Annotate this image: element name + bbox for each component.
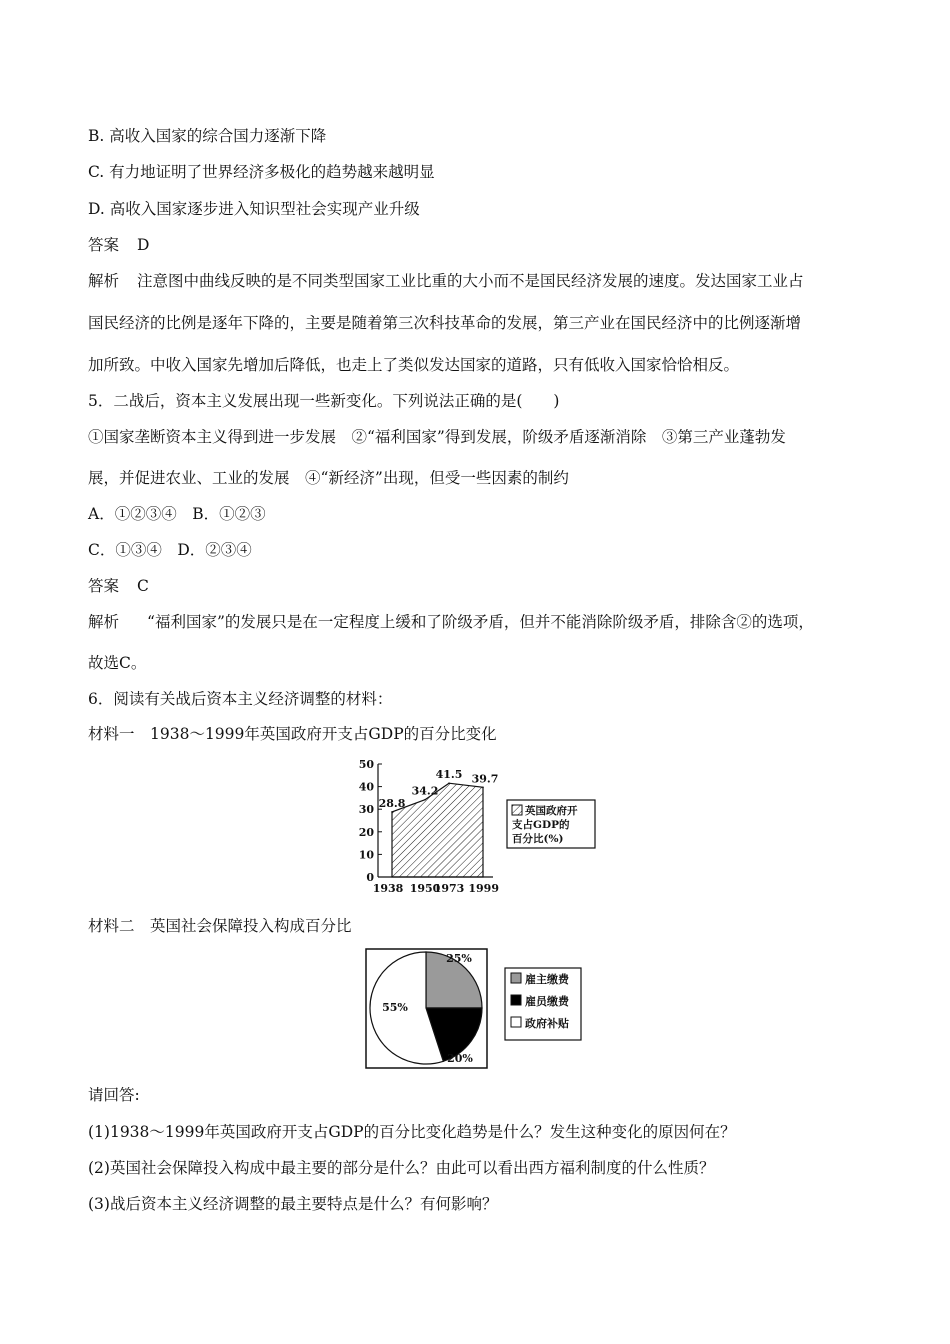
q6-sub-question-3: (3)战后资本主义经济调整的最主要特点是什么？有何影响？	[88, 1195, 498, 1213]
answer-label: 答案	[88, 236, 120, 254]
y-tick-label: 20	[358, 825, 374, 839]
q4-option-b: B. 高收入国家的综合国力逐渐下降	[88, 127, 327, 145]
slice-label: 20%	[447, 1052, 473, 1065]
q6-sub-question-1: (1)1938～1999年英国政府开支占GDP的百分比变化趋势是什么？发生这种变化的原因何在？	[88, 1123, 736, 1141]
q5-options-ab: A．①②③④ B．①②③	[88, 505, 266, 523]
data-point	[482, 786, 484, 788]
slice-label: 25%	[446, 952, 472, 965]
x-tick-label: 1950	[409, 882, 441, 895]
y-tick-label: 30	[358, 803, 374, 817]
x-tick-label: 1999	[468, 882, 499, 895]
material-2-title: 材料二 英国社会保障投入构成百分比	[88, 917, 352, 935]
q4-analysis-line-3: 加所致。中收入国家先增加后降低，也走上了类似发达国家的道路，只有低收入国家恰恰相反。	[88, 356, 740, 374]
q5-analysis-line-2: 故选C。	[88, 654, 147, 672]
data-label: 41.5	[435, 768, 463, 782]
legend-swatch	[511, 1017, 521, 1027]
slice-label: 55%	[382, 1001, 408, 1014]
q5-answer	[88, 576, 149, 596]
data-point	[424, 799, 426, 801]
analysis-label: 解析	[88, 613, 120, 631]
q4-analysis-line-1	[88, 271, 804, 291]
q4-option-d: D. 高收入国家逐步进入知识型社会实现产业升级	[88, 200, 420, 218]
legend-label: 百分比(%)	[512, 833, 564, 845]
q6-sub-question-2: (2)英国社会保障投入构成中最主要的部分是什么？由此可以看出西方福利制度的什么性质？	[88, 1159, 715, 1177]
q6-stem: 6．阅读有关战后资本主义经济调整的材料：	[88, 690, 393, 708]
material-1-title: 材料一 1938～1999年英国政府开支占GDP的百分比变化	[88, 725, 497, 743]
q5-analysis-line-1	[88, 612, 814, 632]
legend-swatch	[511, 995, 521, 1005]
q4-analysis-line-2: 国民经济的比例是逐年下降的，主要是随着第三次科技革命的发展，第三产业在国民经济中的比例逐渐增	[88, 314, 802, 332]
q5-stem: 5．二战后，资本主义发展出现一些新变化。下列说法正确的是( )	[88, 392, 560, 410]
q4-answer	[88, 235, 149, 255]
government-spending-area-chart	[340, 752, 610, 900]
data-point	[448, 782, 450, 784]
data-label: 34.2	[411, 784, 439, 798]
legend-label: 英国政府开	[525, 805, 578, 817]
answer-value: D	[137, 236, 150, 254]
q5-options-cd: C．①③④ D．②③④	[88, 541, 252, 559]
legend-label: 雇主缴费	[525, 973, 569, 986]
legend-label: 政府补贴	[525, 1017, 569, 1030]
legend-label: 雇员缴费	[525, 995, 569, 1008]
answer-label: 答案	[88, 577, 120, 595]
q4-option-c: C. 有力地证明了世界经济多极化的趋势越来越明显	[88, 163, 435, 181]
legend-swatch	[511, 973, 521, 983]
y-tick-label: 10	[358, 848, 374, 862]
analysis-text: 注意图中曲线反映的是不同类型国家工业比重的大小而不是国民经济发展的速度。发达国家工业占	[137, 272, 804, 290]
answer-value: C	[137, 577, 149, 595]
q5-items-line-1: ①国家垄断资本主义得到进一步发展 ②“福利国家”得到发展，阶级矛盾逐渐消除 ③第三产业蓬勃发	[88, 428, 786, 446]
legend-swatch	[512, 805, 522, 815]
q5-items-line-2: 展，并促进农业、工业的发展 ④“新经济”出现，但受一些因素的制约	[88, 469, 569, 487]
data-label: 39.7	[471, 772, 499, 786]
analysis-text: “福利国家”的发展只是在一定程度上缓和了阶级矛盾，但并不能消除阶级矛盾，排除含②的选项，	[147, 613, 814, 631]
y-tick-label: 50	[358, 758, 374, 771]
data-label: 28.8	[378, 796, 406, 810]
data-point	[391, 811, 393, 813]
y-tick-label: 40	[358, 780, 374, 794]
analysis-label: 解析	[88, 272, 120, 290]
legend-label: 支占GDP的	[512, 819, 570, 831]
y-tick-label: 0	[366, 871, 374, 884]
x-tick-label: 1938	[372, 882, 404, 895]
q6-prompt: 请回答:	[88, 1086, 140, 1104]
social-security-pie-chart	[365, 948, 585, 1070]
x-tick-label: 1973	[433, 882, 465, 895]
